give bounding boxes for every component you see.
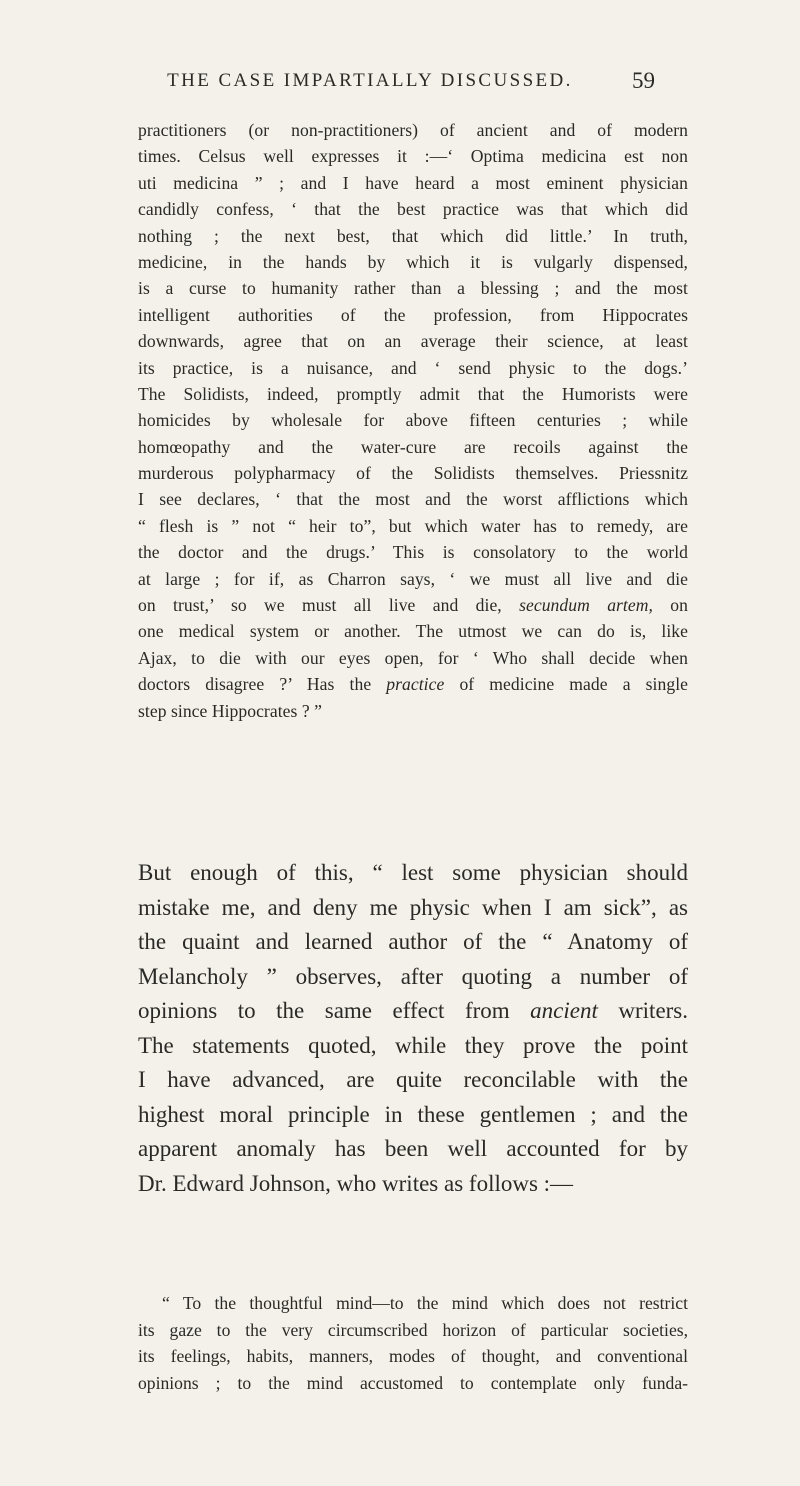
text-line: The Solidists, indeed, promptly admit that the Humorists were — [138, 383, 688, 404]
text-line: the quaint and learned author of the “ Anatomy of — [138, 929, 688, 954]
text-line: “ To the thoughtful mind—to the mind which does not restrict — [162, 1293, 688, 1313]
text-line: apparent anomaly has been well accounted for by — [138, 1136, 688, 1161]
text-line: homicides by wholesale for above fifteen centuries ; while — [138, 410, 688, 431]
text-line: medicine, in the hands by which it is vulgarly dispensed, — [138, 251, 688, 272]
text-line: nothing ; the next best, that which did little.’ In truth, — [138, 225, 688, 246]
text-line: I have advanced, are quite reconcilable with the — [138, 1067, 688, 1092]
running-head — [0, 70, 800, 110]
text-line: its feelings, habits, manners, modes of thought, and conventional — [138, 1346, 688, 1367]
italic-word: ancient — [530, 998, 598, 1023]
text-line — [138, 592, 688, 618]
text-line: Melancholy ” observes, after quoting a number of — [138, 963, 688, 989]
text-line: practitioners (or non-practitioners) of ancient and of modern — [138, 120, 688, 140]
text-line — [138, 671, 688, 697]
text-segment: writers. — [618, 998, 688, 1023]
page-number: 59 — [632, 68, 655, 93]
text-line: The statements quoted, while they prove the point — [138, 1032, 688, 1058]
text-line: Ajax, to die with our eyes open, for ‘ Who shall decide when — [138, 647, 688, 668]
text-line: candidly confess, ‘ that the best practice was that which did — [138, 199, 688, 220]
text-line: murderous polypharmacy of the Solidists themselves. Priessnitz — [138, 463, 688, 484]
italic-phrase: secundum artem, — [519, 595, 653, 616]
text-line: opinions ; to the mind accustomed to contemplate only funda- — [138, 1372, 688, 1393]
text-line: “ flesh is ” not “ heir to”, but which water has to remedy, are — [138, 515, 688, 536]
text-line: I see declares, ‘ that the most and the worst afflictions which — [138, 489, 688, 510]
text-line: highest moral principle in these gentlemen ; and the — [138, 1101, 688, 1127]
text-segment: doctors disagree ?’ Has the — [138, 674, 372, 695]
text-line: one medical system or another. The utmost we can do is, like — [138, 621, 688, 642]
text-line: homœopathy and the water-cure are recoils against the — [138, 436, 688, 457]
text-line: uti medicina ” ; and I have heard a most eminent physician — [138, 172, 688, 193]
text-line — [138, 994, 688, 1029]
text-line: Dr. Edward Johnson, who writes as follows :— — [138, 1170, 574, 1196]
paragraph-main — [138, 856, 688, 1201]
text-line: mistake me, and deny me physic when I am sick”, as — [138, 894, 688, 920]
text-line: times. Celsus well expresses it :—‘ Optima medicina est non — [138, 146, 688, 167]
text-line: at large ; for if, as Charron says, ‘ we must all live and die — [138, 568, 688, 589]
text-segment: on trust,’ so we must all live and die, — [138, 595, 502, 616]
text-segment: opinions to the same effect from — [138, 998, 510, 1023]
italic-word: practice — [386, 674, 445, 695]
paragraph-continued — [138, 117, 688, 724]
block-quote — [138, 1290, 688, 1396]
text-segment: of medicine made a single — [459, 674, 688, 695]
text-line: downwards, agree that on an average their science, at least — [138, 331, 688, 352]
text-segment: on — [670, 595, 688, 616]
text-line: intelligent authorities of the profession, from Hippocrates — [138, 304, 688, 325]
text-line: is a curse to humanity rather than a blessing ; and the most — [138, 278, 688, 299]
text-line: the doctor and the drugs.’ This is consolatory to the world — [138, 542, 688, 563]
text-line: its practice, is a nuisance, and ‘ send physic to the dogs.’ — [138, 357, 688, 378]
text-line: its gaze to the very circumscribed horizon of particular societies, — [138, 1319, 688, 1340]
text-line: step since Hippocrates ? ” — [138, 700, 323, 721]
running-title: THE CASE IMPARTIALLY DISCUSSED. — [167, 70, 573, 91]
text-line: But enough of this, “ lest some physician should — [138, 860, 688, 885]
